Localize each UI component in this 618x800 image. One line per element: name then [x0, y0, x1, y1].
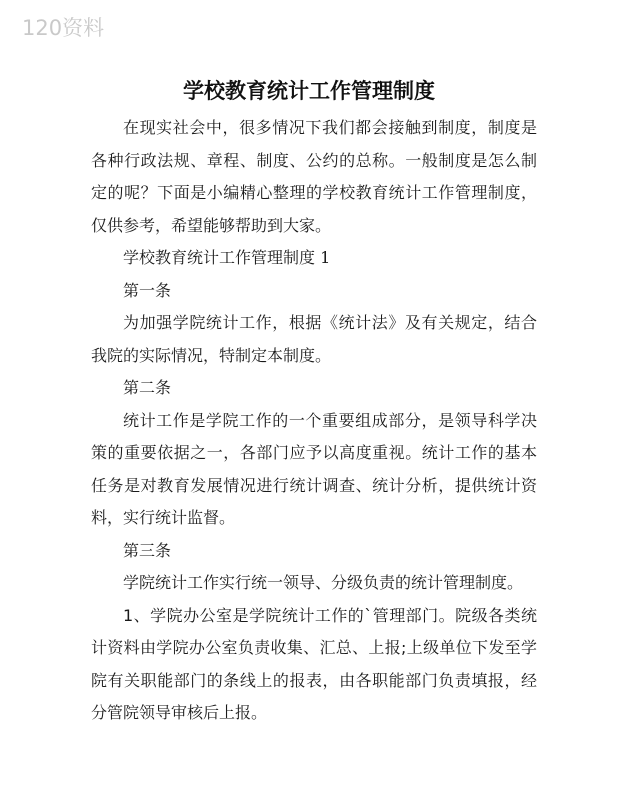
article-1-heading: 第一条: [123, 280, 172, 300]
watermark-logo: 120资料: [22, 16, 105, 40]
document-title: 学校教育统计工作管理制度: [183, 78, 435, 103]
article-2-text: 统计工作是学院工作的一个重要组成部分，是领导科学决策的重要依据之一，各部门应予以高度重视。统计工作的基本任务是对教育发展情况进行统计调查、统计分析，提供统计资料，实行统计监督。: [91, 410, 537, 527]
section-heading: 学校教育统计工作管理制度 1: [123, 248, 331, 267]
article-3-item-1: 1、学院办公室是学院统计工作的`管理部门。院级各类统计资料由学院办公室负责收集、汇总、上报;上级单位下发至学院有关职能部门的条线上的报表，由各职能部门负责填报，经分管院领导审核后上报。: [91, 605, 537, 722]
intro-paragraph: 在现实社会中，很多情况下我们都会接触到制度，制度是各种行政法规、章程、制度、公约的总称。一般制度是怎么制定的呢？下面是小编精心整理的学校教育统计工作管理制度，仅供参考，希望能够帮助到大家。: [91, 118, 537, 235]
article-3-text: 学院统计工作实行统一领导、分级负责的统计管理制度。: [123, 573, 524, 592]
document-body: [91, 112, 537, 730]
article-2-heading: 第二条: [123, 378, 172, 397]
article-1-text: 为加强学院统计工作，根据《统计法》及有关规定，结合我院的实际情况，特制定本制度。: [91, 313, 537, 365]
article-3-heading: 第三条: [123, 540, 172, 560]
